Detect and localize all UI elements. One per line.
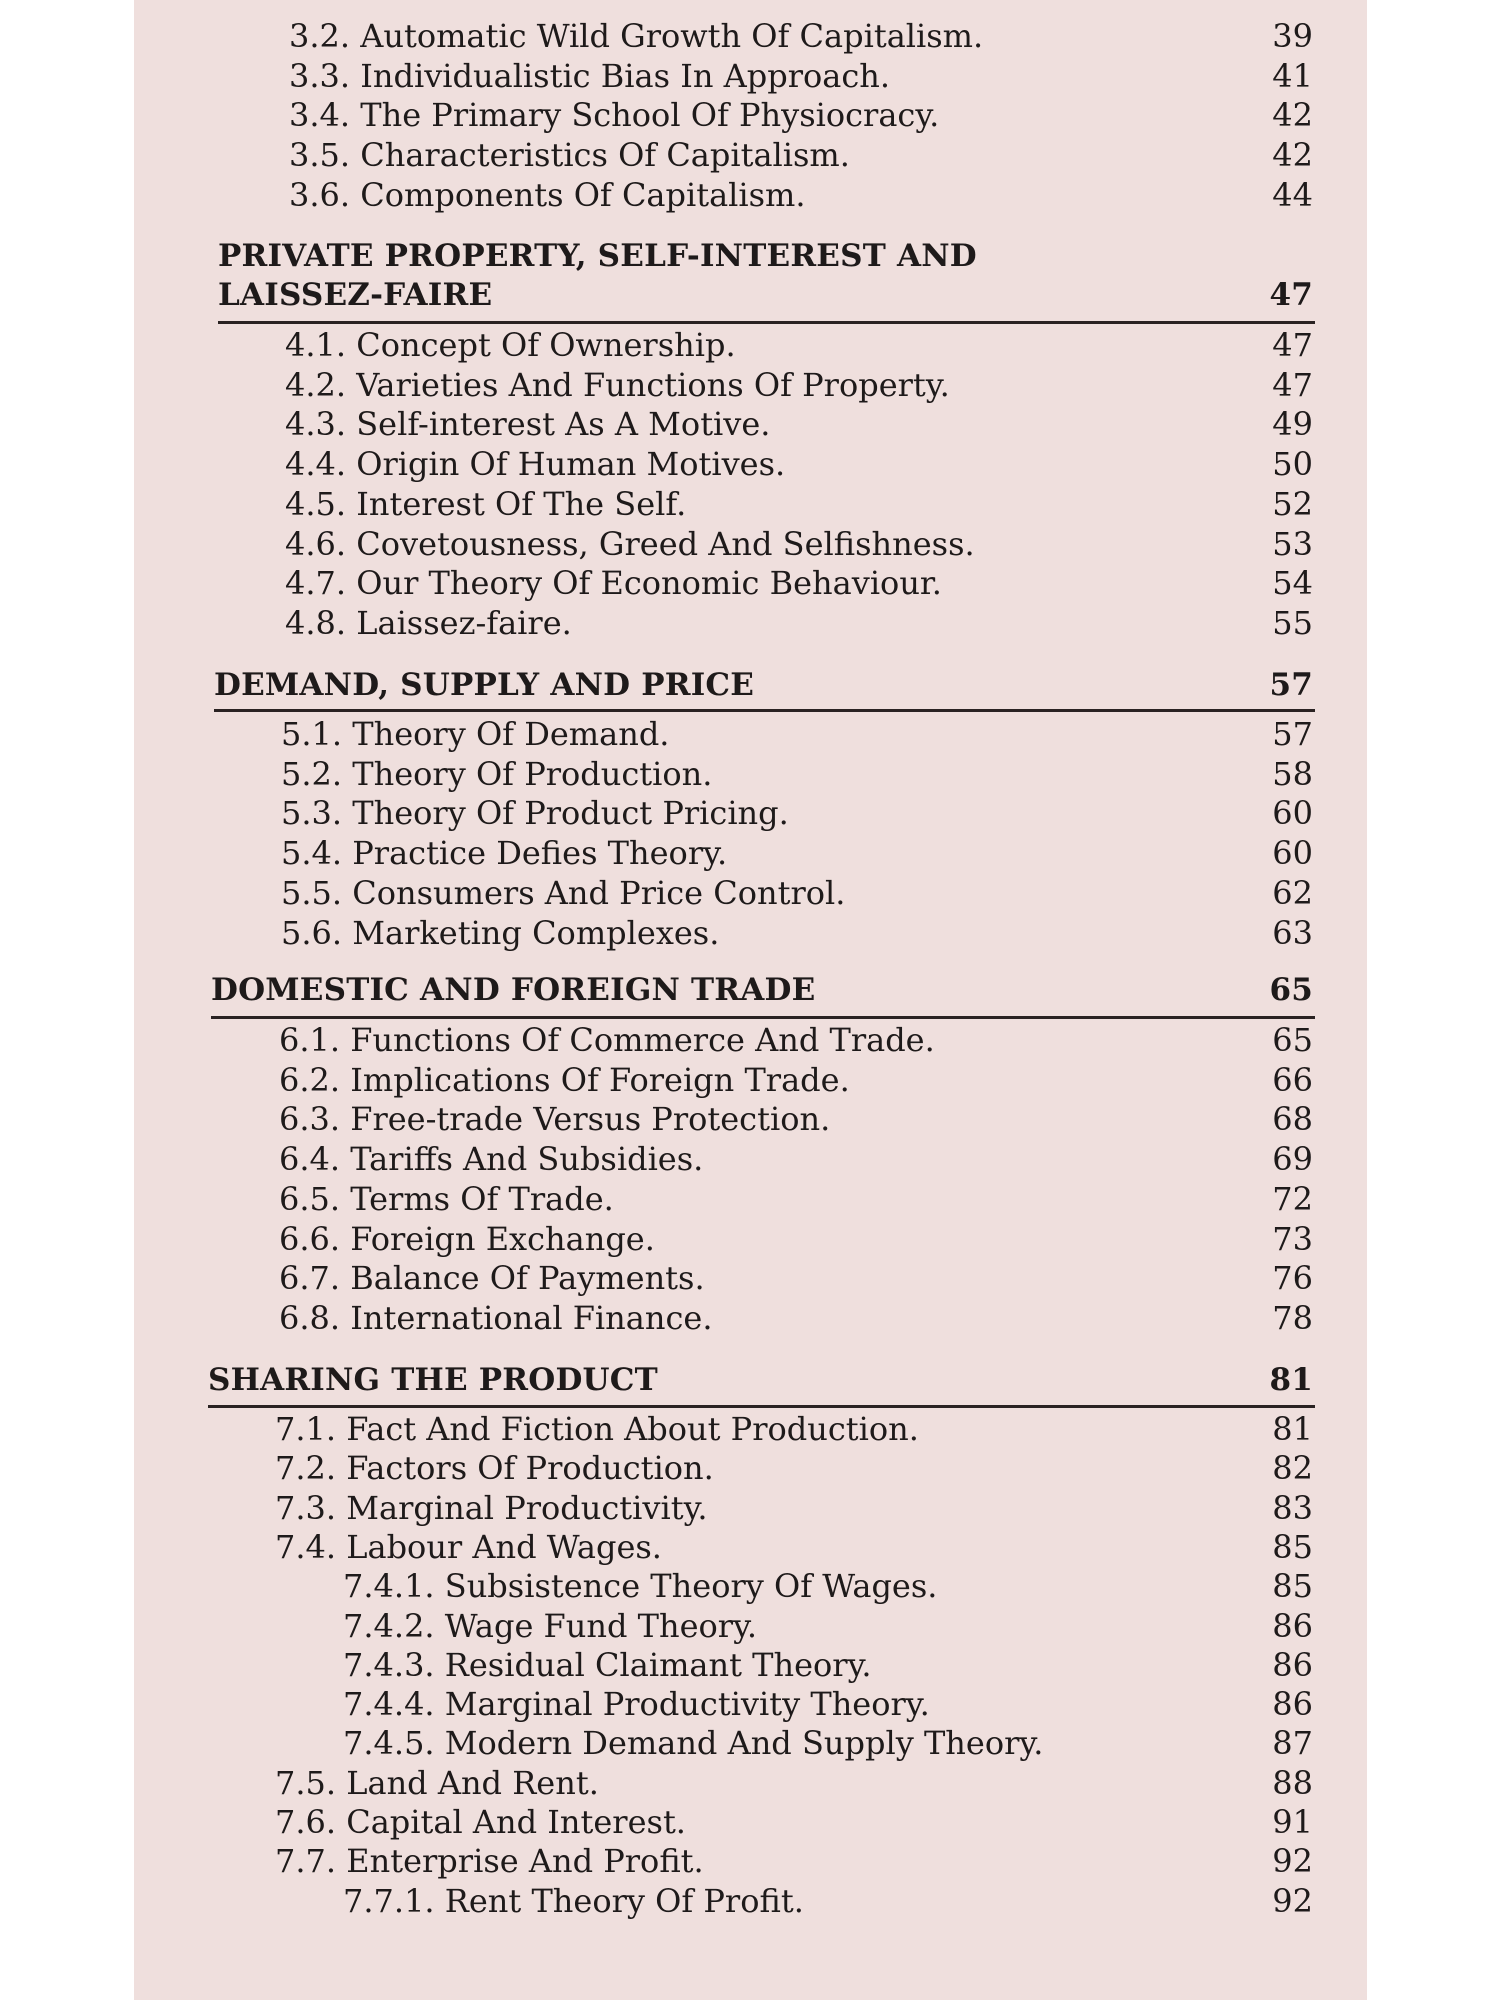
toc-entry [281, 755, 1313, 793]
toc-entry [285, 405, 1313, 443]
page-number: 60 [1272, 794, 1313, 833]
section-title: 7.4. Labour And Wages. [275, 1527, 662, 1566]
toc-entry [279, 1180, 1313, 1218]
toc-entry [343, 1607, 1313, 1645]
chapter-heading [214, 666, 1313, 704]
toc-entry [279, 1021, 1313, 1059]
chapter-title: DEMAND, SUPPLY AND PRICE [214, 667, 755, 703]
section-title: 7.7.1. Rent Theory Of Profit. [343, 1881, 804, 1920]
page-number: 60 [1272, 834, 1313, 873]
section-title: 3.6. Components Of Capitalism. [289, 175, 806, 214]
section-title: 7.1. Fact And Fiction About Production. [275, 1410, 919, 1448]
toc-entry [275, 1489, 1313, 1527]
section-title: 4.6. Covetousness, Greed And Selfishness. [285, 524, 975, 563]
toc-entry [281, 874, 1313, 912]
chapter-heading [208, 1361, 1313, 1399]
section-title: 4.3. Self-interest As A Motive. [285, 405, 771, 444]
toc-entry [289, 57, 1313, 95]
toc-entry [275, 1803, 1313, 1841]
page-number: 47 [1269, 277, 1313, 313]
section-title: 3.5. Characteristics Of Capitalism. [289, 136, 850, 175]
page-number: 55 [1272, 603, 1313, 642]
chapter-heading [211, 971, 1313, 1009]
toc-entry [285, 326, 1313, 364]
toc-entry [275, 1449, 1313, 1487]
section-title: 5.3. Theory Of Product Pricing. [281, 794, 789, 833]
page-number: 63 [1272, 913, 1313, 952]
toc-entry [289, 17, 1313, 55]
page-number: 69 [1272, 1140, 1313, 1179]
page-number: 92 [1272, 1881, 1313, 1920]
chapter-rule [218, 321, 1315, 324]
section-title: 3.2. Automatic Wild Growth Of Capitalism. [289, 17, 984, 55]
chapter-rule [211, 1016, 1315, 1019]
page-number: 87 [1272, 1724, 1313, 1763]
section-title: 6.3. Free-trade Versus Protection. [279, 1100, 831, 1139]
page-number: 68 [1272, 1100, 1313, 1139]
toc-entry [279, 1140, 1313, 1178]
toc-entry [285, 604, 1313, 642]
chapter-heading [218, 237, 1313, 275]
page-number: 54 [1272, 564, 1313, 603]
section-title: 4.8. Laissez-faire. [285, 603, 572, 642]
chapter-title: PRIVATE PROPERTY, SELF-INTEREST AND [218, 238, 977, 274]
toc-entry [285, 485, 1313, 523]
toc-entry [343, 1882, 1313, 1920]
page-number: 41 [1272, 56, 1313, 95]
section-title: 4.2. Varieties And Functions Of Property. [285, 365, 950, 404]
toc-entry [279, 1100, 1313, 1138]
toc-entry [281, 715, 1313, 753]
section-title: 5.6. Marketing Complexes. [281, 913, 720, 952]
page-number: 73 [1272, 1219, 1313, 1258]
section-title: 4.5. Interest Of The Self. [285, 484, 687, 523]
section-title: 3.3. Individualistic Bias In Approach. [289, 56, 891, 95]
page-number: 47 [1272, 326, 1313, 364]
toc-entry [289, 176, 1313, 214]
toc-entry [281, 834, 1313, 872]
toc-entry [343, 1724, 1313, 1762]
section-title: 5.2. Theory Of Production. [281, 754, 713, 793]
section-title: 7.3. Marginal Productivity. [275, 1488, 708, 1527]
chapter-title: DOMESTIC AND FOREIGN TRADE [211, 972, 816, 1008]
page-number: 66 [1272, 1060, 1313, 1099]
section-title: 5.1. Theory Of Demand. [281, 715, 670, 753]
section-title: 7.4.2. Wage Fund Theory. [343, 1606, 758, 1645]
chapter-rule [208, 1405, 1315, 1408]
toc-entry [275, 1528, 1313, 1566]
page-number: 39 [1272, 17, 1313, 55]
toc-entry [275, 1410, 1313, 1448]
toc-entry [343, 1685, 1313, 1723]
section-title: 7.4.4. Marginal Productivity Theory. [343, 1685, 930, 1724]
page-number: 62 [1272, 873, 1313, 912]
page-number: 53 [1272, 524, 1313, 563]
page-number: 50 [1272, 445, 1313, 484]
section-title: 5.4. Practice Defies Theory. [281, 834, 728, 873]
toc-entry [279, 1259, 1313, 1297]
chapter-title: LAISSEZ-FAIRE [218, 277, 493, 313]
section-title: 7.6. Capital And Interest. [275, 1803, 686, 1841]
chapter-rule [214, 709, 1315, 712]
toc-entry [285, 525, 1313, 563]
page-number: 86 [1272, 1645, 1313, 1684]
page-number: 88 [1272, 1763, 1313, 1802]
section-title: 6.4. Tariffs And Subsidies. [279, 1140, 704, 1179]
section-title: 4.7. Our Theory Of Economic Behaviour. [285, 564, 942, 603]
section-title: 5.5. Consumers And Price Control. [281, 873, 846, 912]
page-number: 85 [1272, 1527, 1313, 1566]
section-title: 4.4. Origin Of Human Motives. [285, 445, 786, 484]
page-number: 83 [1272, 1488, 1313, 1527]
section-title: 6.1. Functions Of Commerce And Trade. [279, 1021, 935, 1059]
section-title: 7.4.3. Residual Claimant Theory. [343, 1645, 872, 1684]
page-number: 78 [1272, 1298, 1313, 1337]
page-number: 76 [1272, 1259, 1313, 1298]
section-title: 6.8. International Finance. [279, 1298, 713, 1337]
page-number: 49 [1272, 405, 1313, 444]
page-number: 92 [1272, 1842, 1313, 1881]
section-title: 6.5. Terms Of Trade. [279, 1179, 614, 1218]
toc-entry [281, 914, 1313, 952]
toc-entry [289, 136, 1313, 174]
section-title: 3.4. The Primary School Of Physiocracy. [289, 96, 940, 135]
page-number: 82 [1272, 1449, 1313, 1488]
page-number: 44 [1272, 175, 1313, 214]
toc-entry [275, 1842, 1313, 1880]
chapter-title: SHARING THE PRODUCT [208, 1362, 658, 1398]
page-number: 42 [1272, 96, 1313, 135]
page-number: 81 [1272, 1410, 1313, 1448]
page-number: 42 [1272, 136, 1313, 175]
toc-entry [285, 564, 1313, 602]
toc-entry [289, 96, 1313, 134]
toc-entry [279, 1220, 1313, 1258]
section-title: 6.7. Balance Of Payments. [279, 1259, 705, 1298]
toc-entry [275, 1764, 1313, 1802]
toc-entry [343, 1567, 1313, 1605]
page-number: 57 [1272, 715, 1313, 753]
toc-entry [279, 1299, 1313, 1337]
toc-entry [343, 1646, 1313, 1684]
toc-entry [285, 445, 1313, 483]
page-number: 65 [1269, 972, 1313, 1008]
page-number: 72 [1272, 1179, 1313, 1218]
page-number: 85 [1272, 1567, 1313, 1606]
page-number: 58 [1272, 754, 1313, 793]
page-number: 86 [1272, 1685, 1313, 1724]
section-title: 7.5. Land And Rent. [275, 1763, 599, 1802]
toc-entry [285, 366, 1313, 404]
toc-entry [279, 1061, 1313, 1099]
chapter-heading [218, 276, 1313, 314]
page-number: 81 [1269, 1362, 1313, 1398]
page-number: 57 [1269, 667, 1313, 703]
section-title: 7.4.1. Subsistence Theory Of Wages. [343, 1567, 938, 1606]
section-title: 6.2. Implications Of Foreign Trade. [279, 1060, 850, 1099]
section-title: 7.7. Enterprise And Profit. [275, 1842, 704, 1881]
page-number: 65 [1272, 1021, 1313, 1059]
page-number: 91 [1272, 1803, 1313, 1841]
section-title: 6.6. Foreign Exchange. [279, 1219, 655, 1258]
toc-entry [281, 794, 1313, 832]
page-number: 47 [1272, 365, 1313, 404]
page-number: 86 [1272, 1606, 1313, 1645]
section-title: 7.4.5. Modern Demand And Supply Theory. [343, 1724, 1044, 1763]
section-title: 7.2. Factors Of Production. [275, 1449, 714, 1488]
section-title: 4.1. Concept Of Ownership. [285, 326, 736, 364]
page-number: 52 [1272, 484, 1313, 523]
